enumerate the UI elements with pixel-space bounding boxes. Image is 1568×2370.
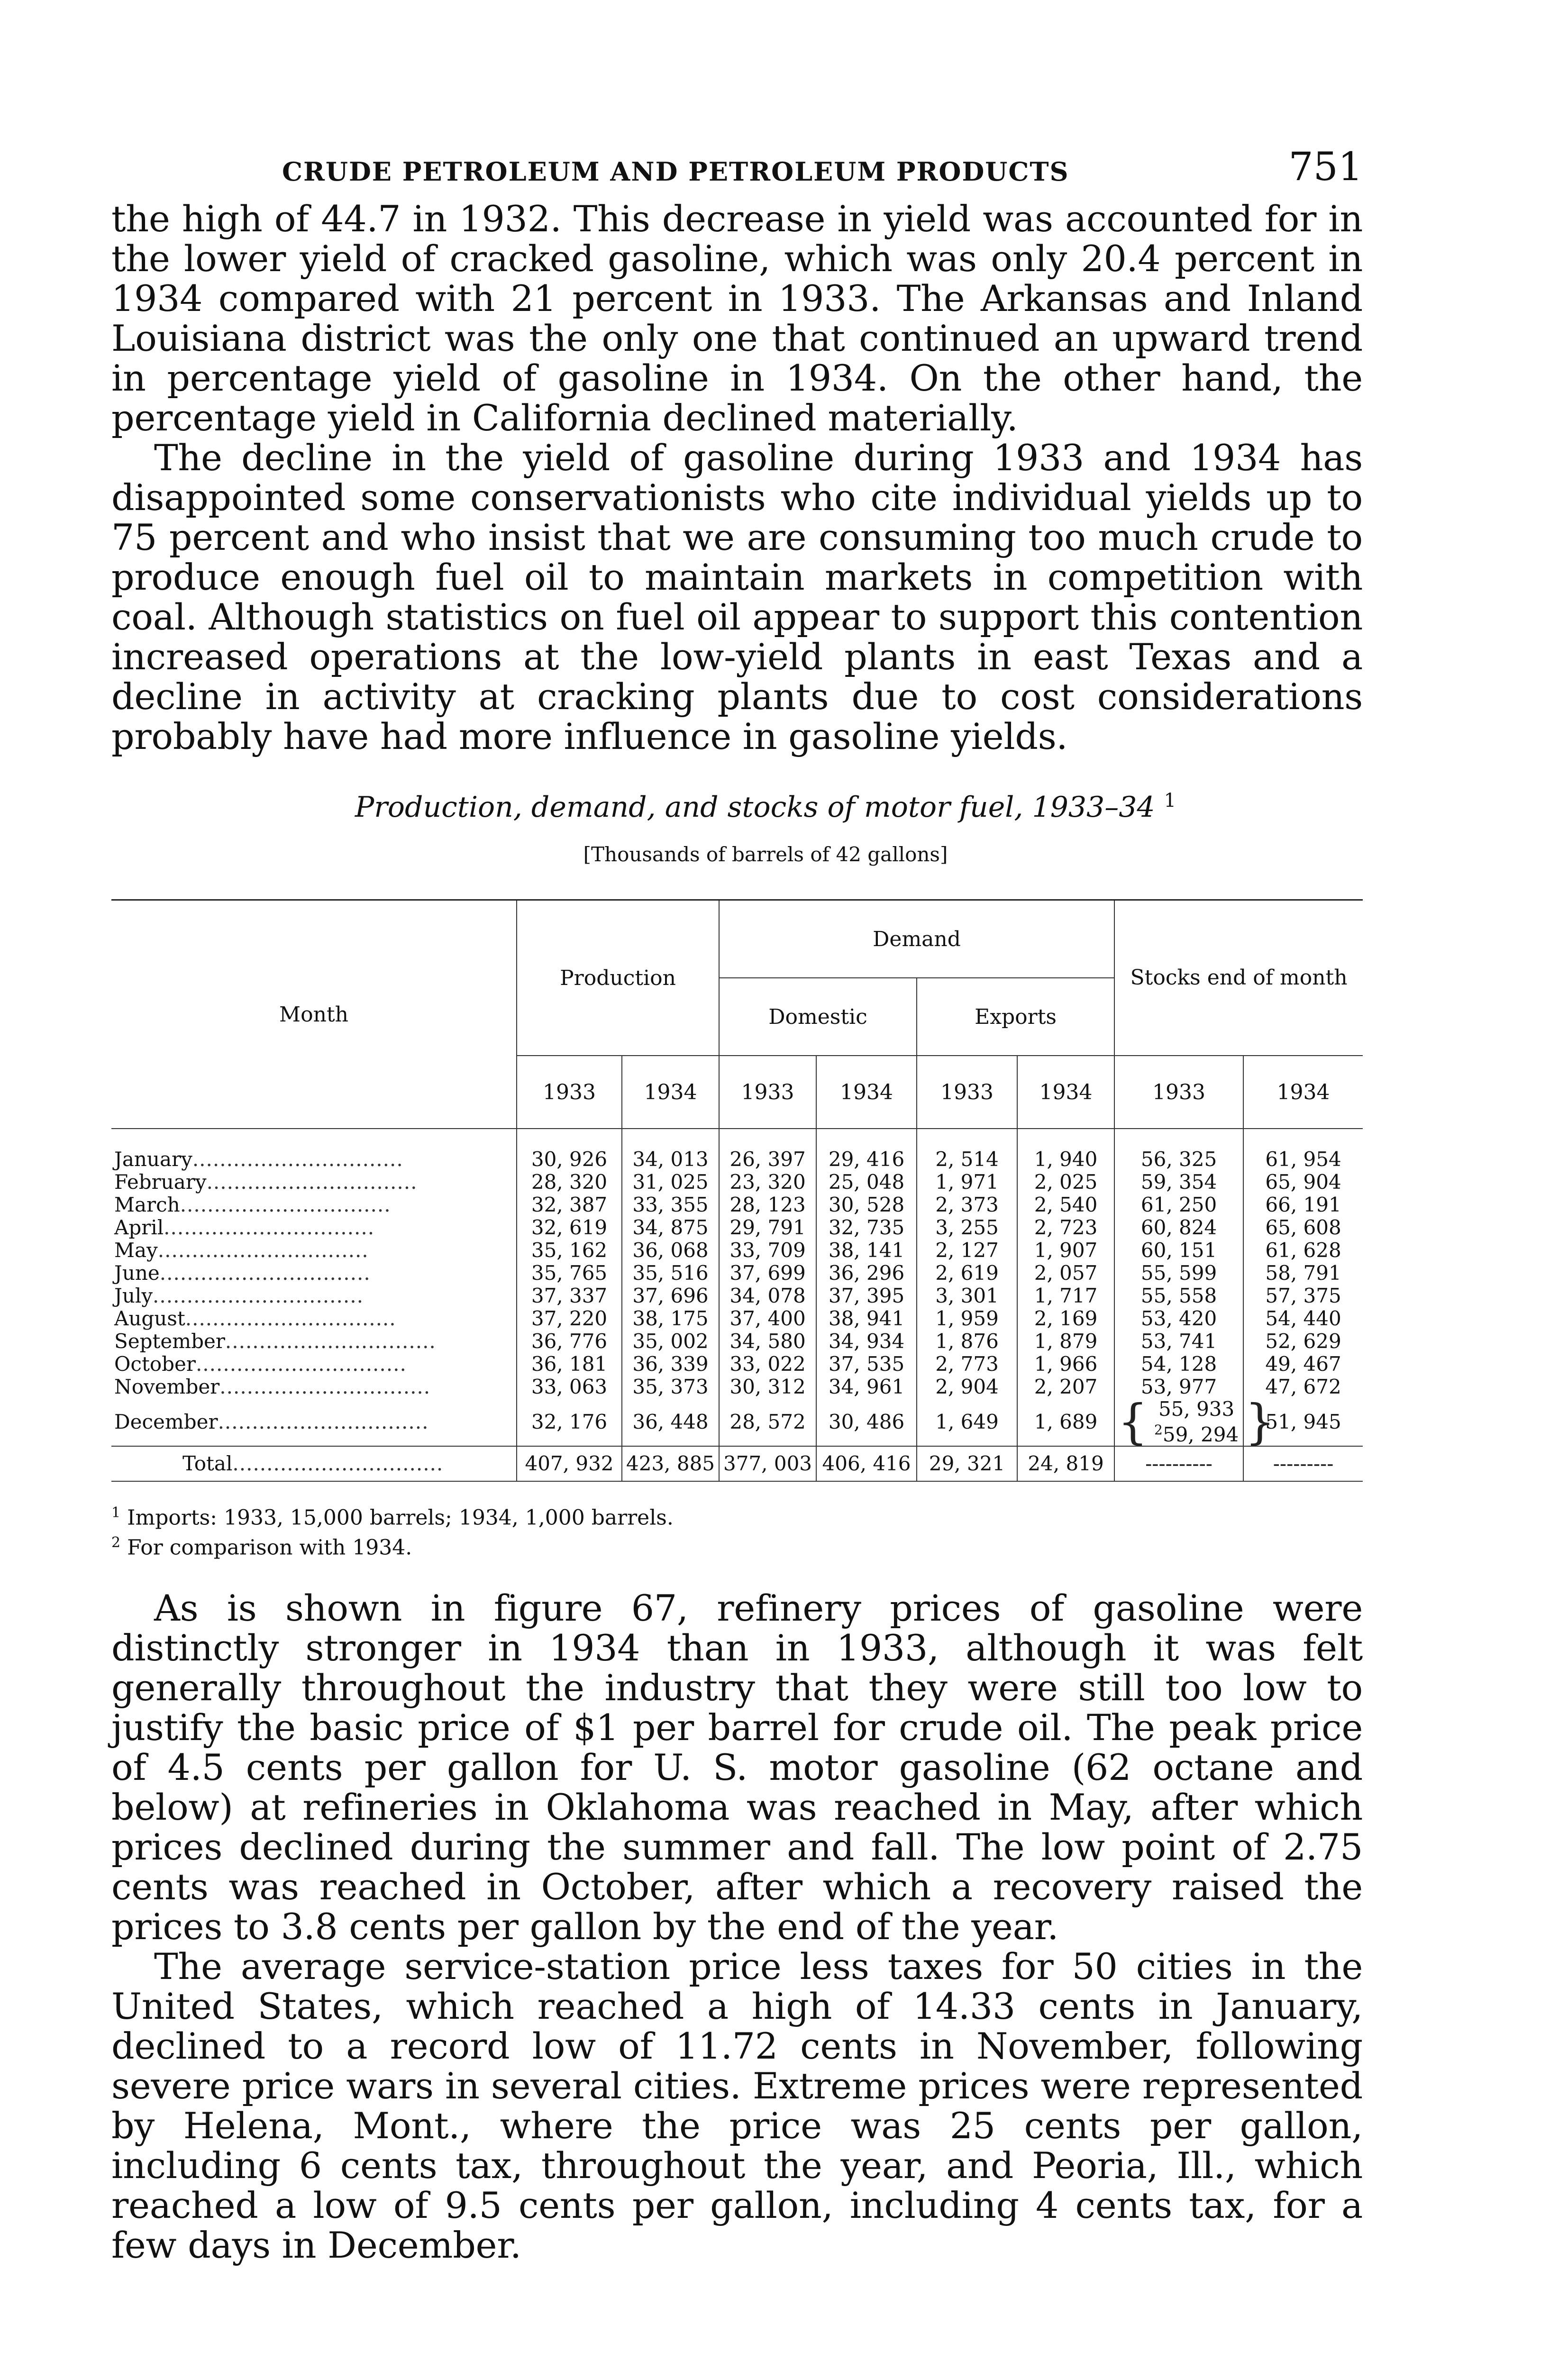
- table-body: [111, 1129, 1363, 1481]
- cell-domestic-1934: 34, 961: [816, 1376, 917, 1398]
- cell-exports-1933: 2, 127: [917, 1239, 1017, 1262]
- month-cell: May...............................: [111, 1239, 517, 1262]
- cell-exports-1934: 2, 540: [1017, 1194, 1114, 1216]
- table-row-february: [111, 1171, 1363, 1194]
- cell-domestic-1934: 25, 048: [816, 1171, 917, 1194]
- cell-production-1934: 37, 696: [622, 1285, 719, 1307]
- page-number: 751: [1288, 145, 1363, 190]
- cell-exports-1933: 1, 649: [917, 1398, 1017, 1446]
- cell-exports-1934: 1, 907: [1017, 1239, 1114, 1262]
- cell-exports-1933: 2, 773: [917, 1353, 1017, 1376]
- month-cell: March...............................: [111, 1194, 517, 1216]
- cell-stocks-1933: 60, 151: [1114, 1239, 1243, 1262]
- cell-production-1934: 36, 068: [622, 1239, 719, 1262]
- header-stocks-1934: 1934: [1243, 1056, 1363, 1129]
- paragraph-1: the high of 44.7 in 1932. This decrease in yield was accounted for in the lower yield of cracked gasoline, which was only 20.4 percent in 1934 compared with 21 percent in 1933. The Arkansas and Inland Louisiana district was the only one that continued an upward trend in percentage yield of gasoline in 1934. On the other hand, the percentage yield in California declined materially.: [111, 198, 1363, 439]
- running-title: CRUDE PETROLEUM AND PETROLEUM PRODUCTS: [282, 156, 1069, 187]
- total-production-1933: 407, 932: [517, 1446, 622, 1481]
- cell-production-1933: 32, 387: [517, 1194, 622, 1216]
- table-subtitle: [Thousands of barrels of 42 gallons]: [583, 843, 948, 866]
- total-stocks-1933: ----------: [1114, 1446, 1243, 1481]
- cell-exports-1933: 3, 255: [917, 1216, 1017, 1239]
- left-brace: {: [1118, 1394, 1148, 1449]
- cell-stocks-1934: 54, 440: [1243, 1307, 1363, 1330]
- header-domestic: Domestic: [719, 978, 917, 1056]
- total-label-cell: Total...............................: [111, 1446, 517, 1481]
- header-stocks: Stocks end of month: [1114, 900, 1363, 1056]
- cell-exports-1934: 2, 723: [1017, 1216, 1114, 1239]
- cell-production-1934: 35, 373: [622, 1376, 719, 1398]
- cell-stocks-1934: 65, 608: [1243, 1216, 1363, 1239]
- document-page: [111, 142, 1363, 2265]
- cell-stocks-1933: 53, 977: [1114, 1376, 1243, 1398]
- table-caption: [111, 790, 1363, 824]
- table-row-august: [111, 1307, 1363, 1330]
- header-month: Month: [111, 900, 517, 1129]
- cell-stocks-1934: 61, 628: [1243, 1239, 1363, 1262]
- cell-production-1933: 28, 320: [517, 1171, 622, 1194]
- table-row-april: [111, 1216, 1363, 1239]
- cell-stocks-1934: 52, 629: [1243, 1330, 1363, 1353]
- table-row-september: [111, 1330, 1363, 1353]
- cell-stocks-1933: 54, 128: [1114, 1353, 1243, 1376]
- total-stocks-1934: ---------: [1243, 1446, 1363, 1481]
- cell-production-1934: 36, 448: [622, 1398, 719, 1446]
- cell-domestic-1934: 34, 934: [816, 1330, 917, 1353]
- cell-stocks-1934: 66, 191: [1243, 1194, 1363, 1216]
- stocks-note-mark: 2: [1154, 1422, 1163, 1438]
- table-row-november: [111, 1376, 1363, 1398]
- cell-stocks-1934: 58, 791: [1243, 1262, 1363, 1285]
- month-cell: December...............................: [111, 1398, 517, 1446]
- stocks-value-b: 59, 294: [1162, 1423, 1239, 1446]
- cell-exports-1934: 1, 689: [1017, 1398, 1114, 1446]
- motor-fuel-table: [111, 899, 1363, 1482]
- cell-exports-1933: 2, 514: [917, 1129, 1017, 1171]
- cell-production-1933: 33, 063: [517, 1376, 622, 1398]
- cell-exports-1934: 2, 169: [1017, 1307, 1114, 1330]
- cell-production-1933: 36, 776: [517, 1330, 622, 1353]
- cell-exports-1934: 1, 879: [1017, 1330, 1114, 1353]
- cell-stocks-1933: 53, 741: [1114, 1330, 1243, 1353]
- cell-stocks-1934: 47, 672: [1243, 1376, 1363, 1398]
- cell-domestic-1934: 32, 735: [816, 1216, 917, 1239]
- table-row-may: [111, 1239, 1363, 1262]
- cell-production-1934: 34, 013: [622, 1129, 719, 1171]
- cell-production-1934: 35, 002: [622, 1330, 719, 1353]
- table-row-january: [111, 1129, 1363, 1171]
- header-exports-1933: 1933: [917, 1056, 1017, 1129]
- cell-domestic-1933: 34, 580: [719, 1330, 816, 1353]
- cell-production-1934: 38, 175: [622, 1307, 719, 1330]
- cell-domestic-1934: 36, 296: [816, 1262, 917, 1285]
- cell-exports-1934: 1, 717: [1017, 1285, 1114, 1307]
- cell-domestic-1933: 30, 312: [719, 1376, 816, 1398]
- footnotes: [111, 1501, 1363, 1560]
- total-exports-1933: 29, 321: [917, 1446, 1017, 1481]
- cell-domestic-1934: 37, 535: [816, 1353, 917, 1376]
- cell-exports-1934: 1, 966: [1017, 1353, 1114, 1376]
- page-header: [111, 142, 1363, 199]
- header-production: Production: [517, 900, 719, 1056]
- cell-stocks-1933: 55, 599: [1114, 1262, 1243, 1285]
- cell-domestic-1934: 38, 941: [816, 1307, 917, 1330]
- cell-stocks-1933: 55, 558: [1114, 1285, 1243, 1307]
- table-row-march: [111, 1194, 1363, 1216]
- cell-production-1933: 37, 220: [517, 1307, 622, 1330]
- cell-domestic-1933: 33, 022: [719, 1353, 816, 1376]
- cell-domestic-1933: 26, 397: [719, 1129, 816, 1171]
- cell-domestic-1934: 38, 141: [816, 1239, 917, 1262]
- paragraph-4: The average service-station price less taxes for 50 cities in the United States, which reached a high of 14.33 cents in January, declined to a record low of 11.72 cents in November, following severe price wars in several cities. Extreme prices were represented by Helena, Mont., where the price was 25 cents per gallon, including 6 cents tax, throughout the year, and Peoria, Ill., which reached a low of 9.5 cents per gallon, including 4 cents tax, for a few days in December.: [111, 1945, 1363, 2267]
- month-cell: January...............................: [111, 1129, 517, 1171]
- header-demand: Demand: [719, 900, 1114, 978]
- month-cell: October...............................: [111, 1353, 517, 1376]
- cell-domestic-1933: 37, 400: [719, 1307, 816, 1330]
- header-production-1934: 1934: [622, 1056, 719, 1129]
- cell-exports-1934: 2, 025: [1017, 1171, 1114, 1194]
- table-caption-note-mark: 1: [1164, 790, 1176, 811]
- total-production-1934: 423, 885: [622, 1446, 719, 1481]
- right-brace: }: [1245, 1394, 1276, 1449]
- cell-domestic-1933: 34, 078: [719, 1285, 816, 1307]
- cell-domestic-1933: 29, 791: [719, 1216, 816, 1239]
- cell-production-1933: 30, 926: [517, 1129, 622, 1171]
- header-domestic-1933: 1933: [719, 1056, 816, 1129]
- header-exports: Exports: [917, 978, 1114, 1056]
- cell-production-1934: 33, 355: [622, 1194, 719, 1216]
- cell-domestic-1933: 23, 320: [719, 1171, 816, 1194]
- month-cell: September...............................: [111, 1330, 517, 1353]
- table-row-total: [111, 1446, 1363, 1481]
- cell-production-1933: 37, 337: [517, 1285, 622, 1307]
- cell-stocks-1933: 60, 824: [1114, 1216, 1243, 1239]
- cell-stocks-1933: 59, 354: [1114, 1171, 1243, 1194]
- cell-production-1934: 35, 516: [622, 1262, 719, 1285]
- cell-exports-1933: 2, 373: [917, 1194, 1017, 1216]
- paragraph-2: The decline in the yield of gasoline during 1933 and 1934 has disappointed some conservationists who cite individual yields up to 75 percent and who insist that we are consuming too much crude to produce enough fuel oil to maintain markets in competition with coal. Although statistics on fuel oil appear to support this contention increased operations at the low-yield plants in east Texas and a decline in activity at cracking plants due to cost considerations probably have had more influence in gasoline yields.: [111, 437, 1363, 757]
- stocks-stack: [1154, 1399, 1239, 1445]
- header-exports-1934: 1934: [1017, 1056, 1114, 1129]
- cell-stocks-1933: 61, 250: [1114, 1194, 1243, 1216]
- cell-stocks-1933: 56, 325: [1114, 1129, 1243, 1171]
- cell-stocks-1933: [1114, 1394, 1276, 1449]
- table-row-december: [111, 1398, 1363, 1446]
- cell-domestic-1933: 37, 699: [719, 1262, 816, 1285]
- cell-exports-1933: 1, 971: [917, 1171, 1017, 1194]
- cell-domestic-1934: 37, 395: [816, 1285, 917, 1307]
- cell-exports-1934: 1, 940: [1017, 1129, 1114, 1171]
- cell-domestic-1933: 28, 572: [719, 1398, 816, 1446]
- cell-stocks-1934: 65, 904: [1243, 1171, 1363, 1194]
- cell-domestic-1934: 30, 486: [816, 1398, 917, 1446]
- cell-production-1933: 35, 765: [517, 1262, 622, 1285]
- cell-production-1933: 36, 181: [517, 1353, 622, 1376]
- footnote-1: $^1$ Imports: 1933, 15,000 barrels; 1934, 1,000 barrels.: [111, 1504, 674, 1530]
- header-domestic-1934: 1934: [816, 1056, 917, 1129]
- month-cell: July...............................: [111, 1285, 517, 1307]
- cell-domestic-1934: 30, 528: [816, 1194, 917, 1216]
- header-production-1933: 1933: [517, 1056, 622, 1129]
- cell-stocks-1934: 57, 375: [1243, 1285, 1363, 1307]
- cell-exports-1934: 2, 057: [1017, 1262, 1114, 1285]
- header-stocks-1933: 1933: [1114, 1056, 1243, 1129]
- cell-stocks-1934: 51, 945: [1243, 1398, 1363, 1446]
- paragraph-3: As is shown in figure 67, refinery prices of gasoline were distinctly stronger in 1934 than in 1933, although it was felt generally throughout the industry that they were still too low to justify the basic price of $1 per barrel for crude oil. The peak price of 4.5 cents per gallon for U. S. motor gasoline (62 octane and below) at refineries in Oklahoma was reached in May, after which prices declined during the summer and fall. The low point of 2.75 cents was reached in October, after which a recovery raised the prices to 3.8 cents per gallon by the end of the year.: [111, 1587, 1363, 1948]
- month-cell: November...............................: [111, 1376, 517, 1398]
- cell-exports-1933: 1, 959: [917, 1307, 1017, 1330]
- cell-exports-1933: 2, 904: [917, 1376, 1017, 1398]
- month-cell: February...............................: [111, 1171, 517, 1194]
- stocks-value-a: 55, 933: [1158, 1397, 1235, 1421]
- total-domestic-1934: 406, 416: [816, 1446, 917, 1481]
- total-domestic-1933: 377, 003: [719, 1446, 816, 1481]
- cell-production-1934: 36, 339: [622, 1353, 719, 1376]
- cell-domestic-1934: 29, 416: [816, 1129, 917, 1171]
- total-exports-1934: 24, 819: [1017, 1446, 1114, 1481]
- cell-exports-1933: 1, 876: [917, 1330, 1017, 1353]
- month-cell: June...............................: [111, 1262, 517, 1285]
- cell-domestic-1933: 33, 709: [719, 1239, 816, 1262]
- footnote-2: $^2$ For comparison with 1934.: [111, 1534, 412, 1560]
- table-row-july: [111, 1285, 1363, 1307]
- cell-domestic-1933: 28, 123: [719, 1194, 816, 1216]
- cell-production-1933: 32, 619: [517, 1216, 622, 1239]
- cell-production-1934: 31, 025: [622, 1171, 719, 1194]
- month-cell: August...............................: [111, 1307, 517, 1330]
- cell-stocks-1933: 53, 420: [1114, 1307, 1243, 1330]
- table-row-october: [111, 1353, 1363, 1376]
- cell-exports-1933: 3, 301: [917, 1285, 1017, 1307]
- cell-exports-1933: 2, 619: [917, 1262, 1017, 1285]
- cell-production-1933: 35, 162: [517, 1239, 622, 1262]
- cell-stocks-1934: 61, 954: [1243, 1129, 1363, 1171]
- cell-exports-1934: 2, 207: [1017, 1376, 1114, 1398]
- month-cell: April...............................: [111, 1216, 517, 1239]
- table-caption-text: Production, demand, and stocks of motor fuel, 1933–34: [355, 791, 1155, 824]
- cell-production-1934: 34, 875: [622, 1216, 719, 1239]
- table-row-june: [111, 1262, 1363, 1285]
- cell-stocks-1934: 49, 467: [1243, 1353, 1363, 1376]
- cell-production-1933: 32, 176: [517, 1398, 622, 1446]
